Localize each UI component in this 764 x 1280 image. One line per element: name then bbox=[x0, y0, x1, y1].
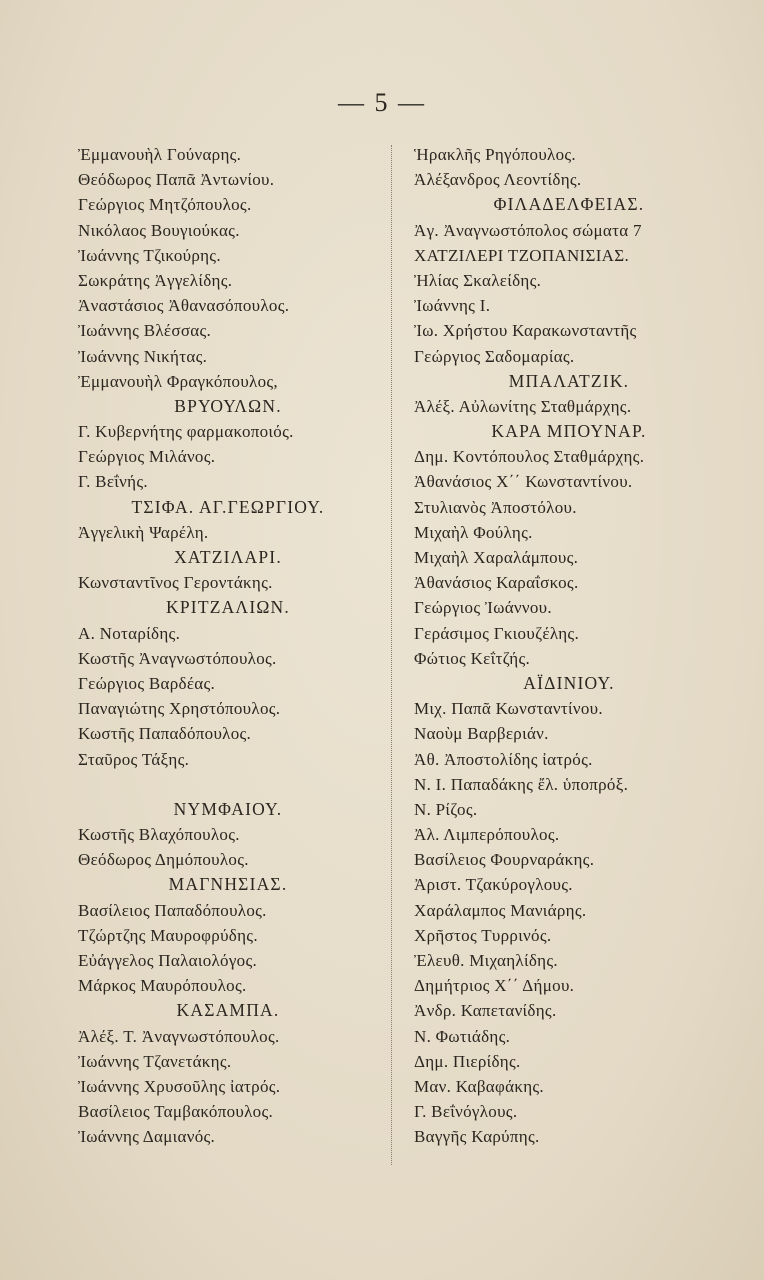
name-entry: ΧΑΤΖΙΛΕΡΙ ΤΖΟΠΑΝΙΣΙΑΣ. bbox=[414, 245, 629, 265]
name-entry: Ἀλέξανδρος Λεοντίδης. bbox=[414, 170, 582, 190]
name-entry: Ἡρακλῆς Ρηγόπουλος. bbox=[414, 145, 576, 164]
name-entry: Ἰωάννης Χρυσοῦλης ἰατρός. bbox=[78, 1076, 281, 1096]
name-entry: Γεράσιμος Γκιουζέλης. bbox=[414, 623, 580, 643]
name-entry: Γ. Κυβερνήτης φαρμακοποιός. bbox=[78, 422, 294, 442]
name-entry: Ἀγγελικὴ Ψαρέλη. bbox=[78, 522, 209, 542]
name-entry: Κωνσταντῖνος Γεροντάκης. bbox=[78, 573, 273, 593]
name-entry: Γεώργιος Σαδομαρίας. bbox=[414, 346, 575, 366]
name-entry: Ν. Ρίζος. bbox=[414, 799, 478, 819]
name-entry: Δημ. Κοντόπουλος Σταθμάρχης. bbox=[414, 447, 645, 467]
column-divider bbox=[391, 145, 392, 1165]
name-entry: Ἀλ. Λιμπερόπουλος. bbox=[414, 825, 560, 845]
section-heading: ΚΑΡΑ ΜΠΟΥΝΑΡ. bbox=[491, 421, 647, 442]
name-entry: Ἀλέξ. Τ. Ἀναγνωστόπουλος. bbox=[78, 1026, 280, 1046]
name-entry: Ν. Φωτιάδης. bbox=[414, 1026, 511, 1046]
name-entry: Βαγγῆς Καρύπης. bbox=[414, 1127, 540, 1147]
name-entry: Φώτιος Κεΐτζής. bbox=[414, 648, 531, 668]
name-entry: Μιχ. Παπᾶ Κωνσταντίνου. bbox=[414, 699, 603, 719]
name-entry: Μαν. Καβαφάκης. bbox=[414, 1076, 544, 1096]
name-entry: Σωκράτης Ἀγγελίδης. bbox=[78, 270, 233, 290]
name-entry: Ν. Ι. Παπαδάκης ἔλ. ὑποπρόξ. bbox=[414, 774, 629, 794]
name-entry: Ἀθανάσιος Καραΐσκος. bbox=[414, 573, 579, 593]
name-entry: Βασίλειος Ταμβακόπουλος. bbox=[78, 1102, 274, 1122]
section-heading: ΤΣΙΦΑ. ΑΓ.ΓΕΩΡΓΙΟΥ. bbox=[131, 496, 325, 517]
section-heading: ΒΡΥΟΥΛΩΝ. bbox=[174, 395, 282, 416]
section-heading: ΝΥΜΦΑΙΟΥ. bbox=[173, 798, 283, 819]
name-entry: Δημ. Πιερίδης. bbox=[414, 1051, 521, 1071]
name-entry: Ἰωάννης Τζικούρης. bbox=[78, 245, 221, 265]
name-entry: Γεώργιος Βαρδέας. bbox=[78, 673, 216, 693]
name-entry: Ἀνδρ. Καπετανίδης. bbox=[414, 1001, 557, 1021]
name-entry: Εὐάγγελος Παλαιολόγος. bbox=[78, 951, 258, 970]
name-entry: Α. Νοταρίδης. bbox=[78, 623, 181, 643]
name-entry: Μάρκος Μαυρόπουλος. bbox=[78, 976, 247, 996]
name-entry: Ἀθανάσιος Χ΄΄ Κωνσταντίνου. bbox=[414, 472, 633, 492]
name-entry: Χρῆστος Τυρρινός. bbox=[414, 925, 552, 945]
name-entry: Γ. Βεΐνόγλους. bbox=[414, 1102, 518, 1122]
right-column bbox=[414, 142, 724, 1150]
page-number: — 5 — bbox=[338, 88, 426, 117]
name-entry: Κωστῆς Παπαδόπουλος. bbox=[78, 724, 252, 744]
name-entry: Τζώρτζης Μαυροφρύδης. bbox=[78, 925, 258, 945]
section-heading: ΧΑΤΖΙΛΑΡΙ. bbox=[174, 547, 282, 567]
name-entry: Ἠλίας Σκαλείδης. bbox=[414, 270, 542, 290]
section-heading: ΑΪΔΙΝΙΟΥ. bbox=[523, 672, 615, 693]
name-entry: Ἰωάννης Δαμιανός. bbox=[78, 1127, 216, 1147]
name-entry: Γεώργιος Μιλάνος. bbox=[78, 447, 216, 467]
section-heading: ΚΑΣΑΜΠΑ. bbox=[176, 1000, 280, 1021]
name-entry: Κωστῆς Ἀναγνωστόπουλος. bbox=[78, 648, 277, 668]
name-entry: Ἐμμανουὴλ Φραγκόπουλος, bbox=[78, 371, 278, 391]
section-heading: ΜΠΑΛΑΤΖΙΚ. bbox=[508, 370, 630, 391]
name-entry: Θεόδωρος Δημόπουλος. bbox=[78, 850, 249, 870]
name-entry: Θεόδωρος Παπᾶ Ἀντωνίου. bbox=[78, 170, 275, 190]
section-heading: ΜΑΓΝΗΣΙΑΣ. bbox=[168, 874, 288, 895]
name-entry: Παναγιώτης Χρηστόπουλος. bbox=[78, 699, 281, 719]
name-entry: Κωστῆς Βλαχόπουλος. bbox=[78, 825, 240, 845]
blank-line bbox=[78, 772, 378, 797]
name-entry: Βασίλειος Φουρναράκης. bbox=[414, 850, 595, 870]
name-entry: Ἰωάννης Ι. bbox=[414, 296, 491, 316]
section-heading: ΦΙΛΑΔΕΛΦΕΙΑΣ. bbox=[493, 194, 645, 215]
name-entry: Ἀγ. Ἀναγνωστόπολος σώματα 7 bbox=[414, 220, 642, 240]
name-entry: Στυλιανὸς Ἀποστόλου. bbox=[414, 497, 577, 517]
name-entry: Μιχαὴλ Χαραλάμπους. bbox=[414, 548, 579, 567]
name-entry: Ναοὺμ Βαρβεριάν. bbox=[414, 724, 549, 744]
name-entry: Νικόλαος Βουγιούκας. bbox=[78, 220, 240, 240]
name-entry: Ἀθ. Ἀποστολίδης ἰατρός. bbox=[414, 749, 593, 769]
name-entry: Ἰωάννης Νικήτας. bbox=[78, 346, 208, 366]
name-entry: Ἀναστάσιος Ἀθανασόπουλος. bbox=[78, 296, 290, 316]
name-entry: Χαράλαμπος Μανιάρης. bbox=[414, 900, 587, 920]
name-entry: Γεώργιος Μητζόπουλος. bbox=[78, 195, 252, 215]
name-entry: Ἰωάννης Βλέσσας. bbox=[78, 321, 212, 341]
name-entry: Ἀριστ. Τζακύρογλους. bbox=[414, 875, 573, 895]
name-entry: Ἀλέξ. Αὐλωνίτης Σταθμάρχης. bbox=[414, 396, 632, 416]
name-entry: Σταῦρος Τάξης. bbox=[78, 749, 190, 769]
left-column bbox=[78, 142, 378, 1150]
name-entry: Ἰω. Χρήστου Καρακωνσταντῆς bbox=[414, 321, 637, 341]
name-entry: Βασίλειος Παπαδόπουλος. bbox=[78, 900, 267, 920]
name-entry: Μιχαὴλ Φούλης. bbox=[414, 522, 533, 542]
section-heading: ΚΡΙΤΖΑΛΙΩΝ. bbox=[166, 597, 290, 618]
name-entry: Δημήτριος Χ΄΄ Δήμου. bbox=[414, 976, 575, 996]
name-entry: Ἐλευθ. Μιχαηλίδης. bbox=[414, 951, 558, 970]
name-entry: Γ. Βεΐνής. bbox=[78, 472, 148, 492]
name-entry: Ἐμμανουὴλ Γούναρης. bbox=[78, 145, 242, 164]
name-entry: Ἰωάννης Τζανετάκης. bbox=[78, 1051, 232, 1071]
name-entry: Γεώργιος Ἰωάννου. bbox=[414, 598, 552, 618]
